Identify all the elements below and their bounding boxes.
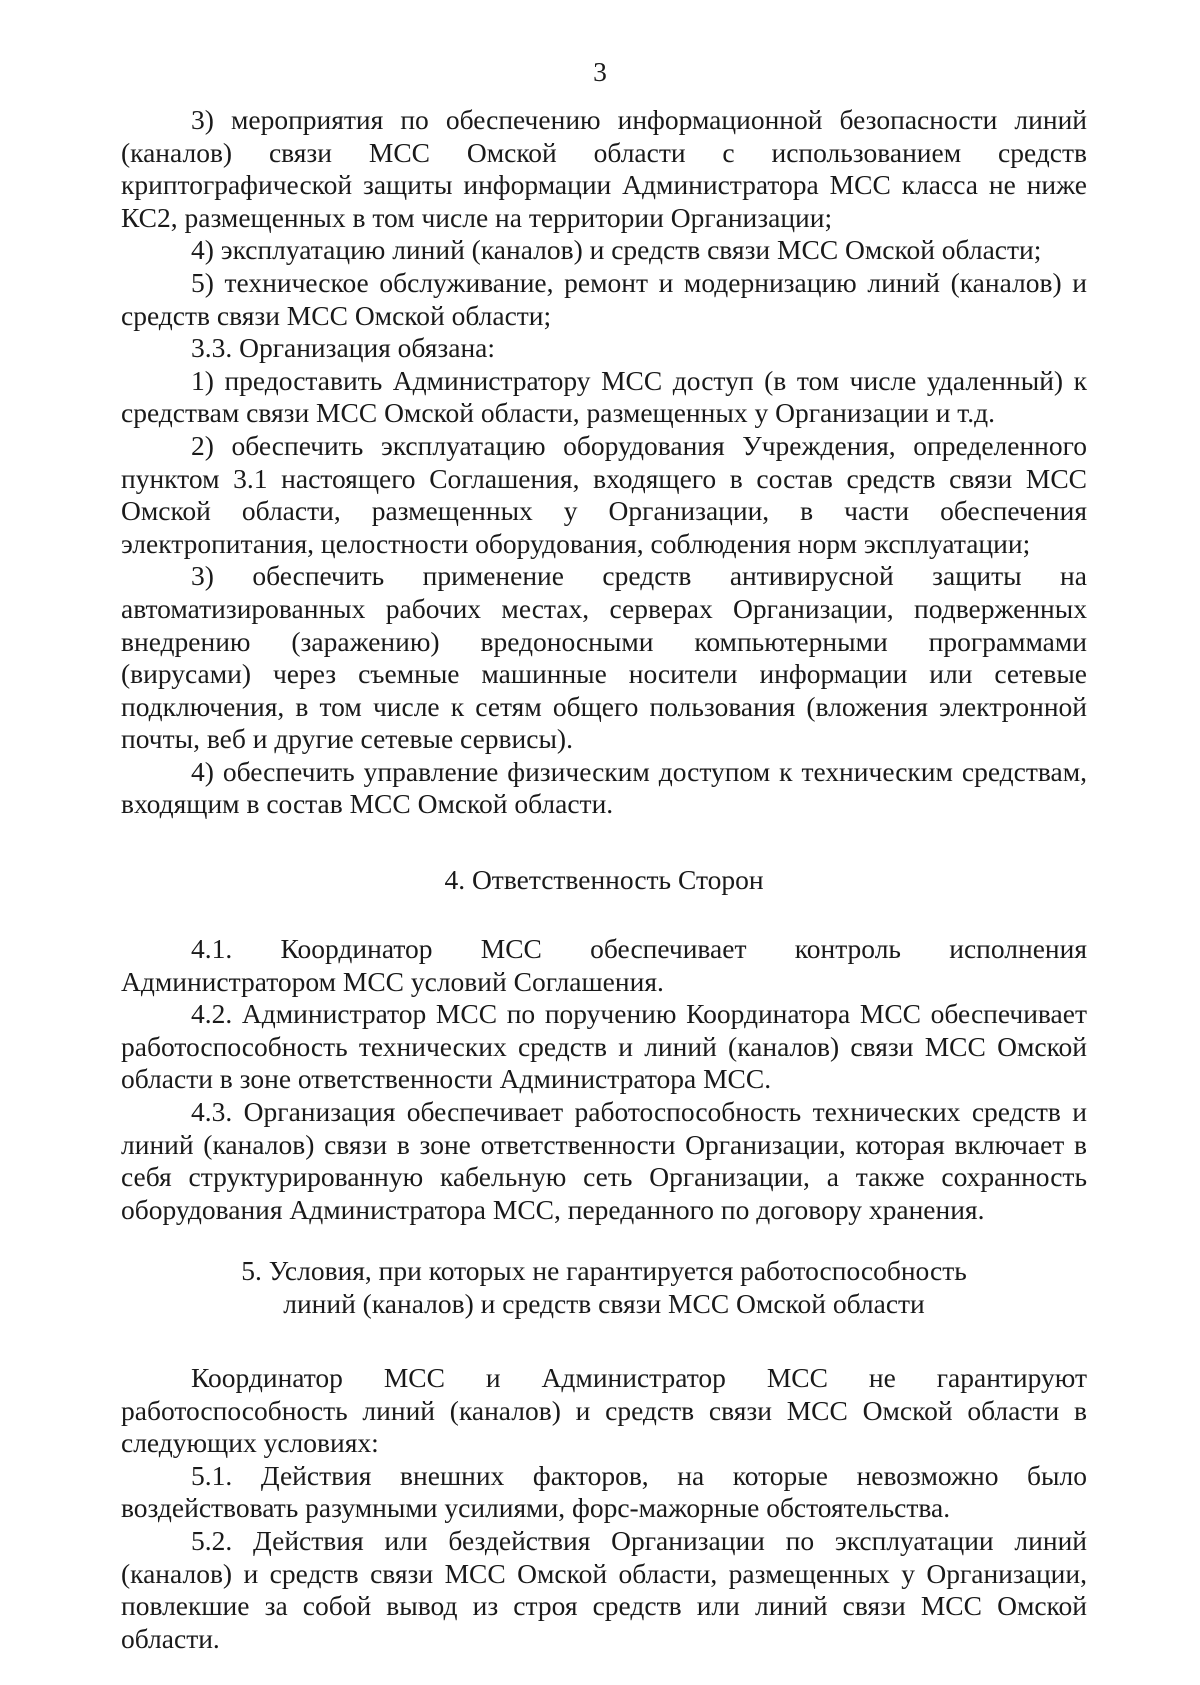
paragraph-4-2: 4.2. Администратор МСС по поручению Координатора МСС обеспечивает работоспособность технических средств и линий (каналов) связи МСС Омской области в зоне ответственности Администратора МСС.	[121, 998, 1087, 1095]
paragraph-3-3-item2: 2) обеспечить эксплуатацию оборудования Учреждения, определенного пунктом 3.1 настоящего Соглашения, входящего в состав средств связи МСС Омской области, размещенных у Организации, в части обеспечения электропитания, целостности оборудования, соблюдения норм эксплуатации;	[121, 429, 1087, 559]
paragraph-5-2: 5.2. Действия или бездействия Организации по эксплуатации линий (каналов) и средств связи МСС Омской области, размещенных у Организации, повлекшие за собой вывод из строя средств или линий связи МСС Омской области.	[121, 1524, 1087, 1654]
section5-title-line1: 5. Условия, при которых не гарантируется работоспособность	[241, 1255, 967, 1286]
paragraph-4-1: 4.1. Координатор МСС обеспечивает контроль исполнения Администратором МСС условий Соглашения.	[121, 933, 1087, 997]
paragraph-3-3-item3b: 3) обеспечить применение средств антивирусной защиты на автоматизированных рабочих местах, серверах Организации, подверженных внедрению (заражению) вредоносными компьютерными программами (вирусами) через съемные машинные носители информации или сетевые подключения, в том числе к сетям общего пользования (вложения электронной почты, веб и другие сетевые сервисы).	[121, 560, 1087, 755]
section3-continuation	[121, 104, 1087, 821]
paragraph-5-intro: Координатор МСС и Администратор МСС не гарантируют работоспособность линий (каналов) и средств связи МСС Омской области в следующих условиях:	[121, 1362, 1087, 1459]
paragraph-4-3: 4.3. Организация обеспечивает работоспособность технических средств и линий (каналов) связи в зоне ответственности Организации, которая включает в себя структурированную кабельную сеть Организации, а также сохранность оборудования Администратора МСС, переданного по договору хранения.	[121, 1095, 1087, 1225]
paragraph-item4: 4) эксплуатацию линий (каналов) и средств связи МСС Омской области;	[191, 234, 1042, 266]
paragraph-5-1: 5.1. Действия внешних факторов, на которые невозможно было воздействовать разумными усилиями, форс-мажорные обстоятельства.	[121, 1459, 1087, 1524]
page-number: 3	[593, 56, 607, 87]
paragraph-3-3-item1: 1) предоставить Администратору МСС доступ (в том числе удаленный) к средствам связи МСС Омской области, размещенных у Организации и т.д.	[121, 364, 1087, 429]
section5-body	[121, 1362, 1087, 1655]
section5-title-line2: линий (каналов) и средств связи МСС Омской области	[283, 1288, 925, 1319]
paragraph-3-3-heading: 3.3. Организация обязана:	[191, 332, 496, 364]
paragraph-item5: 5) техническое обслуживание, ремонт и модернизацию линий (каналов) и средств связи МСС Омской области;	[121, 266, 1087, 331]
paragraph-3-3-item3: 3) мероприятия по обеспечению информационной безопасности линий (каналов) связи МСС Омской области с использованием средств криптографической защиты информации Администратора МСС класса не ниже КС2, размещенных в том числе на территории Организации;	[121, 104, 1087, 233]
section4-title: 4. Ответственность Сторон	[444, 864, 764, 895]
paragraph-3-3-item4: 4) обеспечить управление физическим доступом к техническим средствам, входящим в состав МСС Омской области.	[121, 755, 1087, 820]
section4-body	[121, 933, 1087, 1226]
